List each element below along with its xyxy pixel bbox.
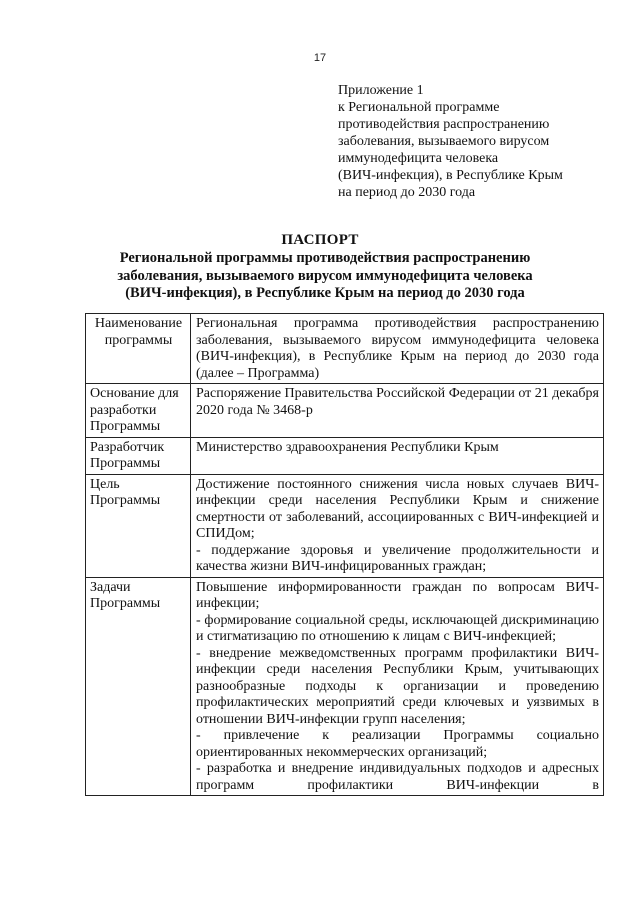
appendix-line: Приложение 1 bbox=[338, 83, 424, 98]
row-paragraph: - формирование социальной среды, исключающей дискриминацию и стигматизацию по отношению к лицам с ВИЧ-инфекцией; bbox=[196, 612, 599, 644]
row-paragraph: - привлечение к реализации Программы социально ориентированных некоммерческих организаций; bbox=[196, 728, 599, 760]
table-row bbox=[86, 577, 604, 796]
row-paragraph: Министерство здравоохранения Республики Крым bbox=[196, 439, 499, 455]
row-paragraph: Повышение информированности граждан по вопросам ВИЧ-инфекции; bbox=[196, 579, 599, 611]
appendix-note bbox=[338, 82, 628, 201]
passport-table bbox=[85, 313, 604, 796]
row-paragraph: Региональная программа противодействия распространению заболевания, вызываемого вирусом иммунодефицита человека (ВИЧ-инфекция), в Республике Крым на период до 2030 года (далее – Программа) bbox=[196, 316, 599, 381]
row-label: Разработчик Программы bbox=[90, 439, 165, 471]
row-label-cell bbox=[86, 474, 191, 577]
row-paragraph: Распоряжение Правительства Российской Федерации от 21 декабря 2020 года № 3468-р bbox=[196, 386, 599, 418]
passport-subtitle bbox=[95, 250, 555, 303]
table-row bbox=[86, 474, 604, 577]
row-label-cell bbox=[86, 577, 191, 796]
appendix-line: на период до 2030 года bbox=[338, 185, 476, 200]
passport-subtitle-line: (ВИЧ-инфекция), в Республике Крым на период до 2030 года bbox=[125, 285, 525, 301]
passport-heading: ПАСПОРТ bbox=[281, 232, 359, 248]
row-value-cell bbox=[191, 437, 604, 474]
appendix-line: противодействия распространению bbox=[338, 117, 550, 132]
row-paragraph: - внедрение межведомственных программ профилактики ВИЧ-инфекции среди населения Республики Крым, учитывающих разнообразные подходы к организации и проведению профилактических мероприятий среди ключевых и уязвимых в отношении ВИЧ-инфекции групп населения; bbox=[196, 645, 599, 727]
table-row bbox=[86, 314, 604, 384]
row-label: Основание для разработки Программы bbox=[90, 386, 179, 434]
row-label-cell bbox=[86, 314, 191, 384]
row-label: Задачи Программы bbox=[90, 579, 161, 611]
row-label-cell bbox=[86, 384, 191, 438]
appendix-line: заболевания, вызываемого вирусом bbox=[338, 134, 550, 149]
row-value-cell bbox=[191, 384, 604, 438]
row-label-cell bbox=[86, 437, 191, 474]
row-value-cell bbox=[191, 314, 604, 384]
appendix-line: к Региональной программе bbox=[338, 100, 500, 115]
appendix-line: (ВИЧ-инфекция), в Республике Крым bbox=[338, 168, 563, 183]
page-number: 17 bbox=[313, 52, 327, 64]
passport-subtitle-line: заболевания, вызываемого вирусом иммунодефицита человека bbox=[117, 267, 533, 284]
passport-subtitle-line: Региональной программы противодействия распространению bbox=[119, 250, 531, 266]
row-value-cell bbox=[191, 474, 604, 577]
appendix-line: иммунодефицита человека bbox=[338, 151, 499, 166]
row-label: Цель Программы bbox=[90, 476, 161, 508]
table-row bbox=[86, 437, 604, 474]
row-value-cell bbox=[191, 577, 604, 796]
table-row bbox=[86, 384, 604, 438]
row-paragraph: - поддержание здоровья и увеличение продолжительности и качества жизни ВИЧ-инфицированных граждан; bbox=[196, 542, 599, 574]
row-label: Наименование программы bbox=[94, 316, 183, 348]
row-paragraph: Достижение постоянного снижения числа новых случаев ВИЧ-инфекции среди населения Республики Крым и снижение смертности от заболеваний, ассоциированных с ВИЧ-инфекцией и СПИДом; bbox=[196, 476, 599, 541]
row-paragraph: - разработка и внедрение индивидуальных подходов и адресных программ профилактики ВИЧ-инфекции в bbox=[196, 761, 599, 793]
